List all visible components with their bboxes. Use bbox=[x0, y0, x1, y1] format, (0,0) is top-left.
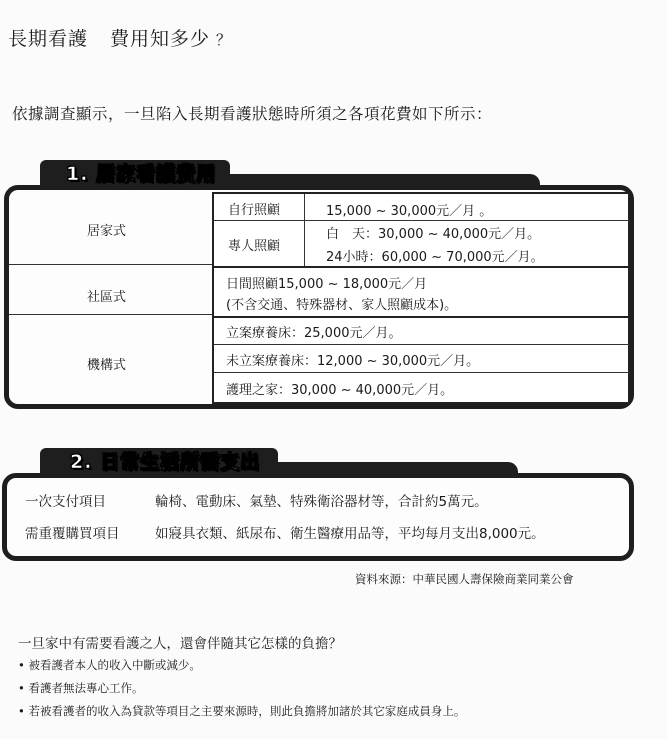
home-care-cost-table bbox=[4, 185, 634, 409]
intro-text: 依據調查顯示，一旦陷入長期看護狀態時所須之各項花費如下所示： bbox=[12, 105, 493, 123]
data-source: 資料來源：中華民國人壽保險商業同業公會 bbox=[355, 572, 574, 586]
bullet-item: • 被看護者本人的收入中斷或減少。 bbox=[18, 658, 201, 672]
home-professional-24h-cost: 24小時：60,000 ~ 70,000元／月。 bbox=[326, 250, 544, 265]
title-main: 長期看護 bbox=[8, 28, 89, 50]
community-cost-line2: (不含交通、特殊器材、家人照顧成本)。 bbox=[226, 298, 458, 313]
home-self-care-cost: 15,000 ~ 30,000元／月 。 bbox=[326, 204, 493, 219]
one-time-text: 輪椅、電動床、氣墊、特殊衛浴器材等，合計約5萬元。 bbox=[155, 494, 488, 510]
divider bbox=[214, 220, 630, 221]
home-professional-day-cost: 白 天：30,000 ~ 40,000元／月。 bbox=[326, 227, 541, 242]
recurring-text: 如寢具衣類、紙尿布、衛生醫療用品等，平均每月支出8,000元。 bbox=[155, 526, 545, 542]
community-cost-line1: 日間照顧15,000 ~ 18,000元／月 bbox=[226, 277, 428, 292]
divider bbox=[214, 344, 630, 345]
page-title bbox=[8, 24, 232, 51]
divider bbox=[214, 316, 630, 318]
institution-unlicensed-bed-cost: 未立案療養床：12,000 ~ 30,000元／月。 bbox=[226, 354, 480, 369]
divider bbox=[9, 264, 214, 265]
title-sub: 費用知多少 bbox=[110, 28, 211, 50]
divider bbox=[304, 194, 305, 266]
category-community: 社區式 bbox=[87, 290, 127, 305]
bullet-item: • 若被看護者的收入為貸款等項目之主要來源時，則此負擔將加諸於其它家庭成員身上。 bbox=[18, 704, 466, 718]
section1-heading: 1. 居家看護費用 bbox=[66, 163, 217, 185]
burden-question: 一旦家中有需要看護之人，還會伴隨其它怎樣的負擔？ bbox=[18, 636, 342, 652]
title-question-mark: ？ bbox=[216, 31, 233, 49]
recurring-label: 需重覆購買項目 bbox=[25, 526, 120, 542]
divider bbox=[9, 314, 214, 315]
divider bbox=[214, 266, 630, 268]
divider bbox=[214, 372, 630, 373]
home-professional-care-label: 專人照顧 bbox=[228, 239, 281, 254]
daily-expense-table bbox=[2, 473, 634, 561]
home-self-care-label: 自行照顧 bbox=[228, 203, 281, 218]
category-institution: 機構式 bbox=[87, 358, 127, 373]
one-time-label: 一次支付項目 bbox=[25, 494, 106, 510]
detail-table bbox=[212, 192, 630, 404]
bullet-item: • 看護者無法專心工作。 bbox=[18, 681, 144, 695]
institution-licensed-bed-cost: 立案療養床：25,000元／月。 bbox=[226, 326, 402, 341]
nursing-home-cost: 護理之家：30,000 ~ 40,000元／月。 bbox=[226, 383, 454, 398]
category-home: 居家式 bbox=[87, 224, 127, 239]
section2-heading: 2. 日常生活所需支出 bbox=[70, 451, 261, 473]
